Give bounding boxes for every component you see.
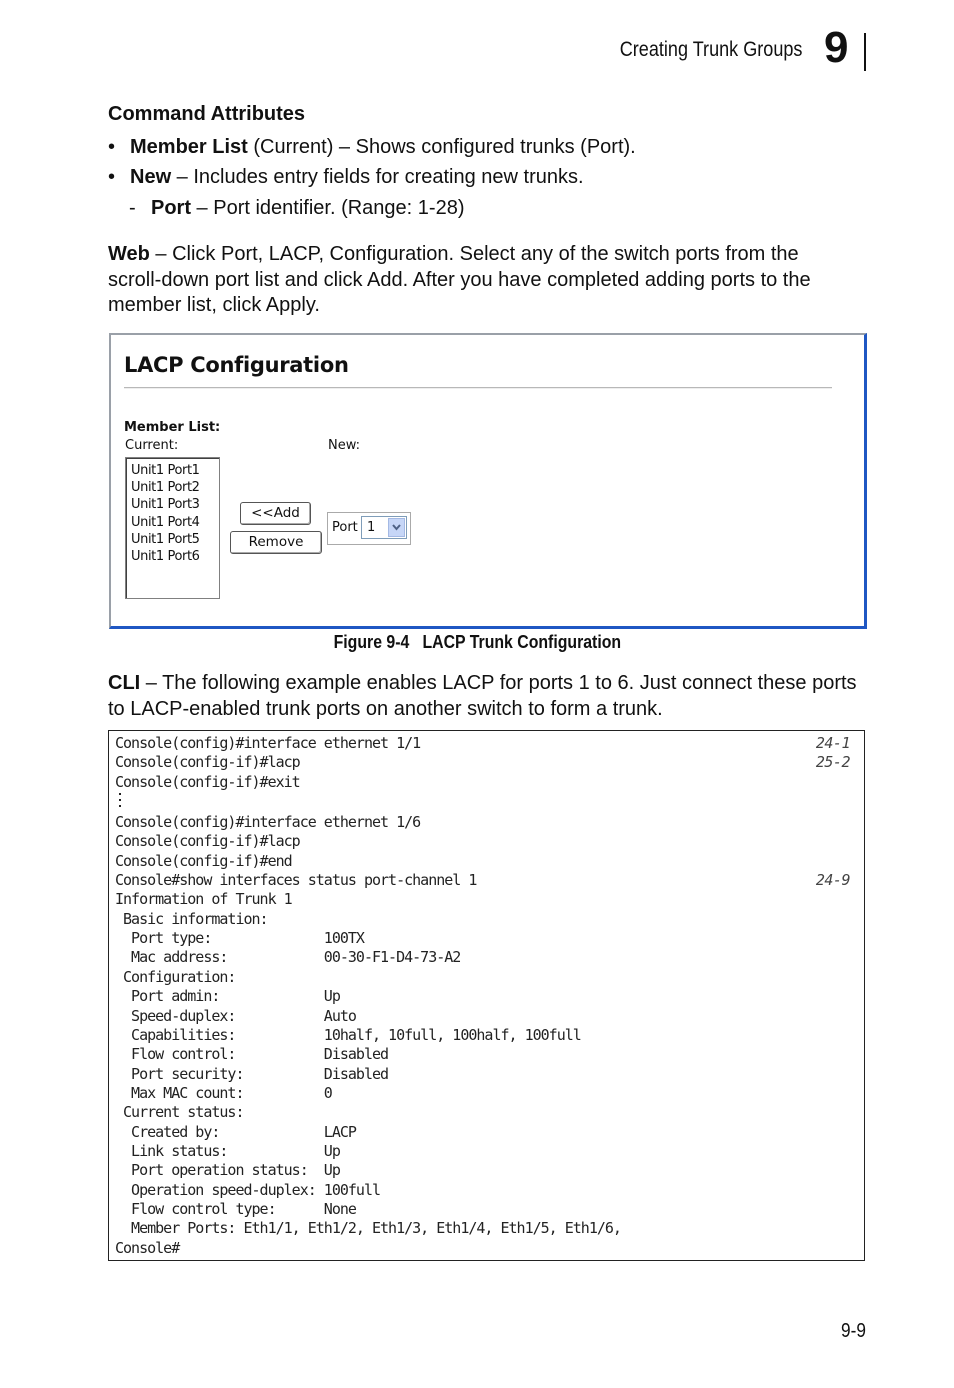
cli-line: Console(config)#interface ethernet 1/6 [115, 813, 421, 831]
cli-line: Port admin: Up [115, 987, 340, 1006]
current-label: Current: [125, 438, 179, 453]
cli-page-reference: 24-9 [815, 871, 850, 890]
list-item[interactable]: Unit1 Port6 [131, 549, 200, 565]
bullet-text [130, 136, 636, 159]
cli-lead: CLI [108, 672, 141, 694]
cli-line: Configuration: [115, 967, 236, 986]
cli-line: Link status: Up [115, 1141, 340, 1160]
bullet-term: Member List [130, 136, 248, 158]
figure-caption-text: Figure 9-4 LACP Trunk Configuration [333, 632, 621, 652]
chevron-down-icon-glyph [389, 519, 404, 536]
port-select[interactable] [361, 516, 407, 539]
cli-line: Console(config-if)#lacp [115, 832, 300, 851]
cli-example-box [108, 730, 865, 1261]
port-label: Port [332, 520, 358, 535]
web-line-3: member list, click Apply. [108, 294, 320, 316]
cli-line: Flow control type: None [115, 1200, 356, 1218]
cli-line: Port security: Disabled [115, 1064, 389, 1083]
add-button[interactable]: <<Add [240, 502, 311, 525]
cli-line-2: to LACP-enabled trunk ports on another switch to form a trunk. [108, 697, 663, 720]
new-label: New: [328, 438, 361, 453]
cli-line: Console(config-if)#lacp [115, 753, 300, 772]
sub-bullet-desc: – Port identifier. (Range: 1-28) [191, 197, 465, 219]
page-number: 9-9 [841, 1320, 866, 1342]
list-item[interactable]: Unit1 Port3 [131, 497, 200, 513]
cli-line: Speed-duplex: Auto [115, 1006, 356, 1025]
ui-page-title: LACP Configuration [124, 353, 349, 377]
web-paragraph [108, 242, 868, 319]
cli-line-1 [108, 671, 888, 697]
web-text-1: – Click Port, LACP, Configuration. Select any of the switch ports from the [149, 243, 799, 265]
list-item[interactable]: Unit1 Port5 [131, 531, 200, 547]
cli-line: Console(config-if)#exit [115, 772, 300, 791]
cli-line: Mac address: 00-30-F1-D4-73-A2 [115, 948, 461, 967]
web-lead: Web [108, 243, 150, 265]
chevron-down-icon[interactable] [388, 518, 405, 537]
cli-line: Port type: 100TX [115, 929, 364, 948]
cli-text-1: – The following example enables LACP for ports 1 to 6. Just connect these ports [140, 672, 857, 694]
web-line-1 [108, 242, 868, 268]
cli-line: Port operation status: Up [115, 1161, 340, 1180]
bullet-desc: – Includes entry fields for creating new trunks. [171, 166, 584, 188]
bullet-dot: • [108, 166, 116, 188]
bullet-term: New [130, 166, 172, 188]
bullet-text [130, 166, 584, 189]
cli-line: Created by: LACP [115, 1122, 356, 1141]
chapter-title: Creating Trunk Groups [619, 38, 802, 61]
cli-line: Information of Trunk 1 [115, 890, 292, 909]
bullet-desc: (Current) – Shows configured trunks (Port). [247, 136, 636, 158]
sub-bullet-port [129, 197, 465, 220]
bullet-member-list [108, 136, 636, 159]
cli-line: Capabilities: 10half, 10full, 100half, 100full [115, 1025, 581, 1044]
dash-marker: - [129, 197, 136, 219]
cli-paragraph [108, 671, 888, 722]
list-item[interactable]: Unit1 Port2 [131, 480, 200, 496]
sub-bullet-text [151, 197, 464, 220]
remove-button[interactable]: Remove [230, 531, 322, 554]
bullet-new [108, 166, 584, 189]
lacp-config-screenshot [109, 333, 867, 629]
chapter-rule [864, 33, 866, 71]
bullet-dot: • [108, 136, 116, 158]
cli-line: Basic information: [115, 909, 268, 928]
cli-line: Console# [115, 1238, 180, 1257]
cli-line: Max MAC count: 0 [115, 1083, 332, 1102]
list-item[interactable]: Unit1 Port1 [131, 463, 200, 478]
web-line-2: scroll-down port list and click Add. After you have completed adding ports to the [108, 268, 811, 291]
section-heading: Command Attributes [108, 103, 306, 125]
figure-caption [0, 632, 954, 653]
cli-page-reference: 24-1 [815, 734, 850, 752]
cli-line: Member Ports: Eth1/1, Eth1/2, Eth1/3, Eth1/4, Eth1/5, Eth1/6, [115, 1219, 621, 1238]
list-item[interactable]: Unit1 Port4 [131, 514, 200, 530]
member-list-label: Member List: [124, 420, 221, 435]
cli-line: Flow control: Disabled [115, 1045, 389, 1064]
cli-line: Console(config)#interface ethernet 1/1 [115, 734, 421, 752]
current-port-listbox[interactable] [125, 457, 220, 599]
cli-line: Current status: [115, 1103, 244, 1122]
ui-title-divider [124, 387, 832, 389]
new-port-group [327, 512, 411, 545]
sub-bullet-term: Port [151, 197, 191, 219]
chapter-number: 9 [824, 23, 849, 72]
cli-line: Console(config-if)#end [115, 851, 292, 870]
port-select-value: 1 [367, 520, 376, 535]
vertical-ellipsis [119, 793, 122, 811]
cli-line: Operation speed-duplex: 100full [115, 1180, 381, 1199]
cli-page-reference: 25-2 [815, 753, 850, 772]
cli-line: Console#show interfaces status port-channel 1 [115, 871, 477, 890]
